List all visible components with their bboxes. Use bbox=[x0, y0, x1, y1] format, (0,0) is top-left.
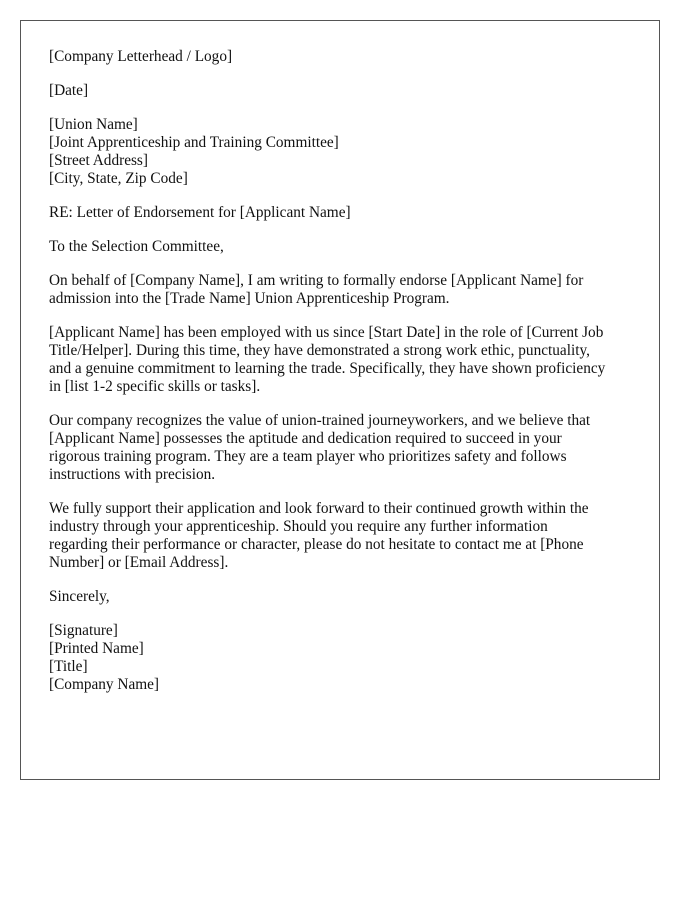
body-paragraph-4-line: We fully support their application and look forward to their continued growth within the bbox=[49, 500, 589, 517]
signature-block-line: [Signature] bbox=[49, 622, 118, 639]
closing bbox=[49, 588, 649, 606]
salutation-line: To the Selection Committee, bbox=[49, 238, 224, 255]
recipient-address-line: [Street Address] bbox=[49, 152, 148, 169]
salutation bbox=[49, 238, 649, 256]
body-paragraph-1-line: admission into the [Trade Name] Union Apprenticeship Program. bbox=[49, 290, 450, 307]
subject-line bbox=[49, 204, 649, 222]
closing-line: Sincerely, bbox=[49, 588, 110, 605]
body-paragraph-2-line: in [list 1-2 specific skills or tasks]. bbox=[49, 378, 261, 395]
recipient-address-line: [Joint Apprenticeship and Training Committee] bbox=[49, 134, 339, 151]
signature-block-line: [Company Name] bbox=[49, 676, 160, 693]
letterhead bbox=[49, 48, 649, 66]
body-paragraph-2-line: and a genuine commitment to learning the trade. Specifically, they have shown proficiency bbox=[49, 360, 606, 377]
body-paragraph-3-line: [Applicant Name] possesses the aptitude and dedication required to succeed in your bbox=[49, 430, 562, 447]
body-paragraph-2 bbox=[49, 324, 649, 396]
letterhead-line: [Company Letterhead / Logo] bbox=[49, 48, 233, 65]
letter-page bbox=[20, 20, 660, 780]
body-paragraph-2-line: Title/Helper]. During this time, they have demonstrated a strong work ethic, punctuality, bbox=[49, 342, 590, 359]
recipient-address-line: [Union Name] bbox=[49, 116, 138, 133]
body-paragraph-3-line: rigorous training program. They are a team player who prioritizes safety and follows bbox=[49, 448, 567, 465]
signature-block-line: [Title] bbox=[49, 658, 88, 675]
subject-line-line: RE: Letter of Endorsement for [Applicant Name] bbox=[49, 204, 351, 221]
body-paragraph-4-line: Number] or [Email Address]. bbox=[49, 554, 229, 571]
date bbox=[49, 82, 649, 100]
date-line: [Date] bbox=[49, 82, 89, 99]
body-paragraph-4-line: industry through your apprenticeship. Should you require any further information bbox=[49, 518, 548, 535]
body-paragraph-3-line: Our company recognizes the value of union-trained journeyworkers, and we believe that bbox=[49, 412, 591, 429]
signature-block-line: [Printed Name] bbox=[49, 640, 144, 657]
body-paragraph-4 bbox=[49, 500, 649, 572]
body-paragraph-4-line: regarding their performance or character, please do not hesitate to contact me at [Phone bbox=[49, 536, 584, 553]
body-paragraph-3 bbox=[49, 412, 649, 484]
letter-content bbox=[49, 48, 649, 710]
body-paragraph-1 bbox=[49, 272, 649, 308]
recipient-address bbox=[49, 116, 649, 188]
body-paragraph-2-line: [Applicant Name] has been employed with us since [Start Date] in the role of [Current Job bbox=[49, 324, 604, 341]
body-paragraph-3-line: instructions with precision. bbox=[49, 466, 216, 483]
body-paragraph-1-line: On behalf of [Company Name], I am writing to formally endorse [Applicant Name] for bbox=[49, 272, 584, 289]
signature-block bbox=[49, 622, 649, 694]
recipient-address-line: [City, State, Zip Code] bbox=[49, 170, 188, 187]
